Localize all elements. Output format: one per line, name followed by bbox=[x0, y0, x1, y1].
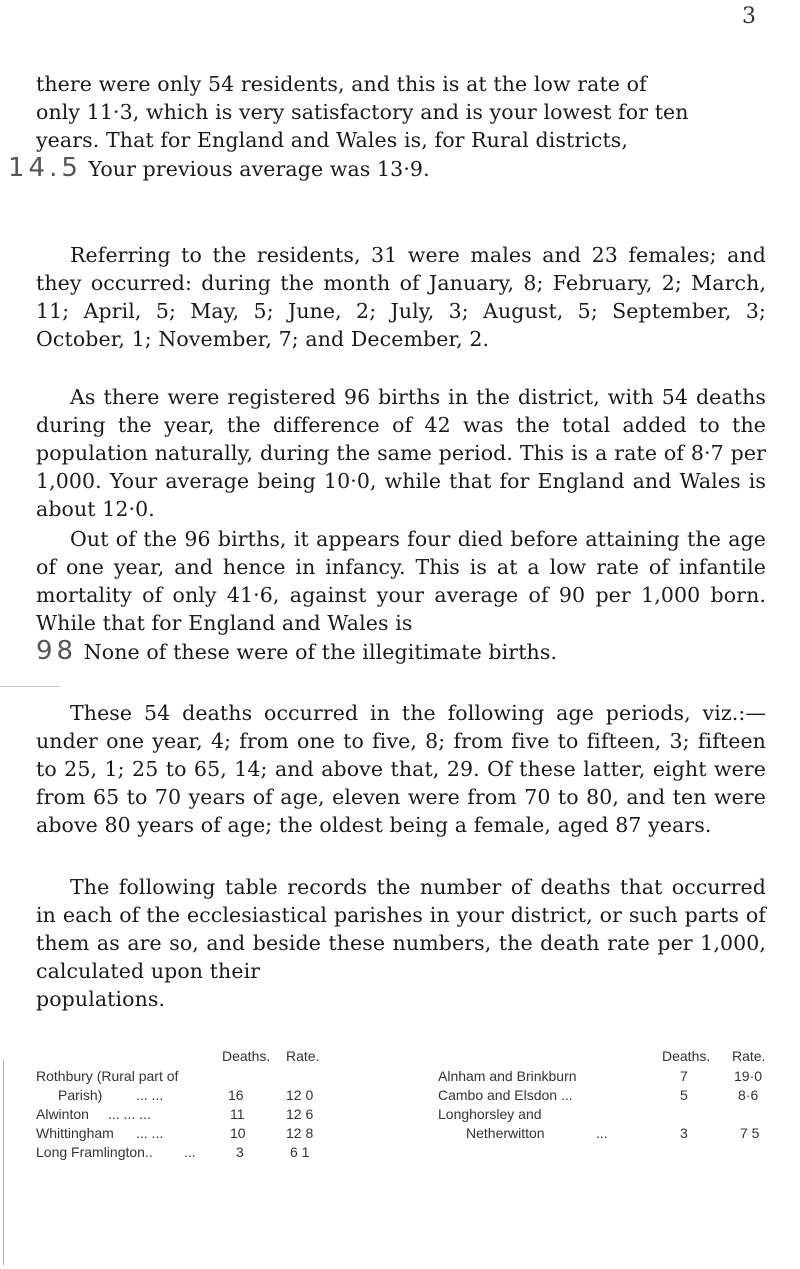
row-longhorsley-name-line1: Longhorsley and bbox=[438, 1106, 542, 1122]
p3-text: As there were registered 96 births in the district, with 54 deaths during the year, the difference of 42 was the total added to the population naturally, during the same period. This is a rate of 8·7 per 1,000. Your average being 10·0, while that for England and Wales is about 12·0. bbox=[36, 385, 766, 521]
row-alwinton-name: Alwinton bbox=[36, 1106, 89, 1122]
row-cambo-deaths: 5 bbox=[680, 1087, 688, 1103]
row-cambo-name: Cambo and Elsdon ... bbox=[438, 1087, 573, 1103]
header-deaths-left: Deaths. bbox=[222, 1048, 271, 1064]
row-rothbury-name-line1: Rothbury (Rural part of bbox=[36, 1068, 179, 1084]
p1-line4: Your previous average was 13·9. bbox=[88, 157, 430, 181]
smudge-mark bbox=[0, 686, 60, 687]
p1-line3: years. That for England and Wales is, for Rural districts, bbox=[36, 128, 629, 152]
header-rate-right: Rate. bbox=[732, 1048, 766, 1064]
header-deaths-right: Deaths. bbox=[662, 1048, 711, 1064]
p2-text: Referring to the residents, 31 were males and 23 females; and they occurred: during the month of January, 8; February, 2; March, 11; April, 5; May, 5; June, 2; July, 3; August, 5; September, 3; October, 1; November, 7; and December, 2. bbox=[36, 243, 766, 351]
row-whittingham-dots: ... ... bbox=[136, 1125, 164, 1141]
paragraph-monthly-deaths bbox=[36, 241, 766, 353]
parish-deaths-table bbox=[36, 1048, 776, 1208]
paragraph-infant-mortality bbox=[36, 525, 766, 666]
row-long-framlington-dots: ... bbox=[184, 1144, 196, 1160]
p4-text-end: None of these were of the illegitimate births. bbox=[83, 640, 558, 664]
row-whittingham-name: Whittingham bbox=[36, 1125, 114, 1141]
row-alwinton-deaths: 11 bbox=[230, 1106, 245, 1122]
header-rate-left: Rate. bbox=[286, 1048, 320, 1064]
paragraph-residents-rate bbox=[8, 70, 766, 183]
row-longhorsley-deaths: 3 bbox=[680, 1125, 688, 1141]
paragraph-table-intro bbox=[36, 873, 766, 1013]
row-longhorsley-dots: ... bbox=[596, 1125, 608, 1141]
row-long-framlington-name: Long Framlington.. bbox=[36, 1144, 153, 1160]
row-alnham-deaths: 7 bbox=[680, 1068, 688, 1084]
row-alnham-name: Alnham and Brinkburn bbox=[438, 1068, 577, 1084]
row-longhorsley-rate: 7 5 bbox=[740, 1125, 760, 1141]
handwritten-infant-rate: 98 bbox=[36, 636, 78, 666]
row-alnham-rate: 19·0 bbox=[734, 1068, 763, 1084]
row-alwinton-dots: ... ... ... bbox=[108, 1106, 151, 1122]
paragraph-age-periods bbox=[36, 699, 766, 839]
row-long-framlington-deaths: 3 bbox=[236, 1144, 244, 1160]
row-rothbury-name-line2: Parish) bbox=[58, 1087, 103, 1103]
p5-text: These 54 deaths occurred in the following age periods, viz.:—under one year, 4; from one to five, 8; from five to fifteen, 3; fifteen to 25, 1; 25 to 65, 14; and above that, 29. Of these latter, eight were from 65 to 70 years of age, eleven were from 70 to 80, and ten were above 80 years of age; the oldest being a female, aged 87 years. bbox=[36, 701, 766, 837]
row-rothbury-rate: 12 0 bbox=[286, 1087, 314, 1103]
p4-text: Out of the 96 births, it appears four died before attaining the age of one year, and hence in infancy. This is at a low rate of infantile mortality of only 41·6, against your average of 90 per 1,000 born. While that for England and Wales is bbox=[36, 527, 766, 635]
p1-line1: there were only 54 residents, and this is at the low rate of bbox=[36, 72, 647, 96]
margin-line bbox=[3, 1060, 4, 1265]
row-long-framlington-rate: 6 1 bbox=[290, 1144, 310, 1160]
row-rothbury-deaths: 16 bbox=[228, 1087, 244, 1103]
paragraph-births-population bbox=[36, 383, 766, 523]
row-whittingham-rate: 12 8 bbox=[286, 1125, 314, 1141]
row-whittingham-deaths: 10 bbox=[230, 1125, 246, 1141]
row-cambo-rate: 8·6 bbox=[738, 1087, 759, 1103]
row-longhorsley-name-line2: Netherwitton bbox=[466, 1125, 545, 1141]
page-number: 3 bbox=[742, 4, 756, 29]
p6-text: The following table records the number of deaths that occurred in each of the ecclesiastical parishes in your district, or such parts of them as are so, and beside these numbers, the death rate per 1,000, calculated upon their bbox=[36, 875, 766, 983]
row-alwinton-rate: 12 6 bbox=[286, 1106, 314, 1122]
handwritten-rural-rate: 14.5 bbox=[8, 153, 82, 183]
row-rothbury-dots: ... ... bbox=[136, 1087, 164, 1103]
p1-line2: only 11·3, which is very satisfactory and is your lowest for ten bbox=[36, 100, 689, 124]
p6-last-line: populations. bbox=[36, 987, 166, 1011]
